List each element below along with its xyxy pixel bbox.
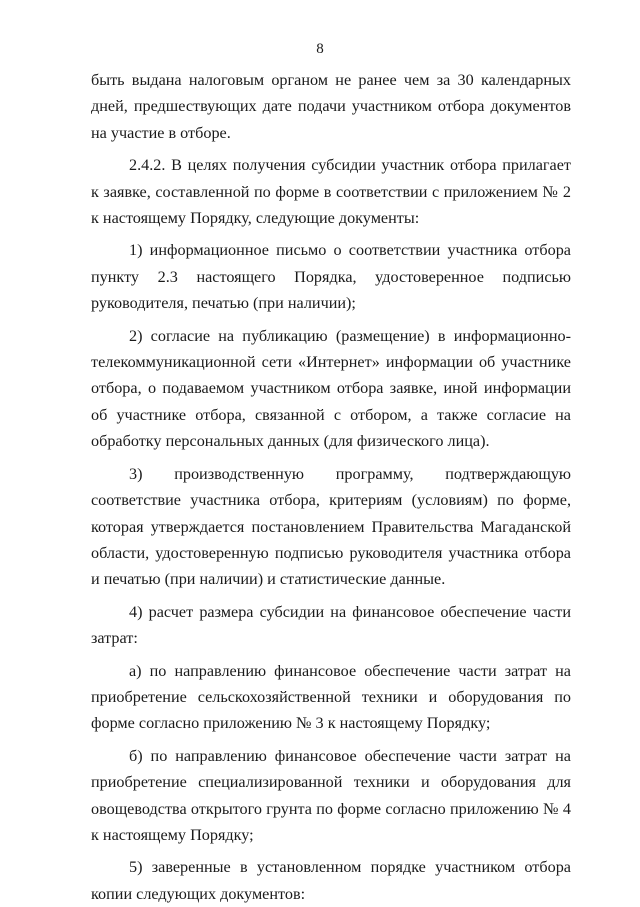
paragraph-item-4a: а) по направлению финансовое обеспечение части затрат на приобретение сельскохозяйственной техники и оборудования по форме согласно приложению № 3 к настоящему Порядку; (91, 661, 571, 733)
paragraph-item-4: 4) расчет размера субсидии на финансовое обеспечение части затрат: (91, 602, 571, 648)
paragraph-2-4-2: 2.4.2. В целях получения субсидии участник отбора прилагает к заявке, составленной по форме в соответствии с приложением № 2 к настоящему Порядку, следующие документы: (91, 156, 571, 228)
paragraph-continuation: быть выдана налоговым органом не ранее чем за 30 календарных дней, предшествующих дате подачи участником отбора документов на участие в отборе. (91, 71, 571, 142)
paragraph-item-1: 1) информационное письмо о соответствии участника отбора пункту 2.3 настоящего Порядка, удостоверенное подписью руководителя, печатью (при наличии); (91, 241, 571, 313)
paragraph-item-3: 3) производственную программу, подтверждающую соответствие участника отбора, критериям (условиям) по форме, которая утверждается постановлением Правительства Магаданской области, удостоверенную подписью руководителя участника отбора и печатью (при наличии) и статистические данные. (91, 464, 571, 589)
document-body (91, 67, 571, 907)
paragraph-item-2: 2) согласие на публикацию (размещение) в информационно-телекоммуникационной сети «Интернет» информации об участнике отбора, о подаваемом участником отбора заявке, иной информации об участнике отбора, связанной с отбором, а также согласие на обработку персональных данных (для физического лица). (91, 326, 571, 451)
paragraph-item-4b: б) по направлению финансовое обеспечение части затрат на приобретение специализированной техники и оборудования для овощеводства открытого грунта по форме согласно приложению № 4 к настоящему Порядку; (91, 746, 571, 844)
paragraph-item-5: 5) заверенные в установленном порядке участником отбора копии следующих документов: (91, 858, 571, 903)
page-number: 8 (316, 41, 324, 57)
